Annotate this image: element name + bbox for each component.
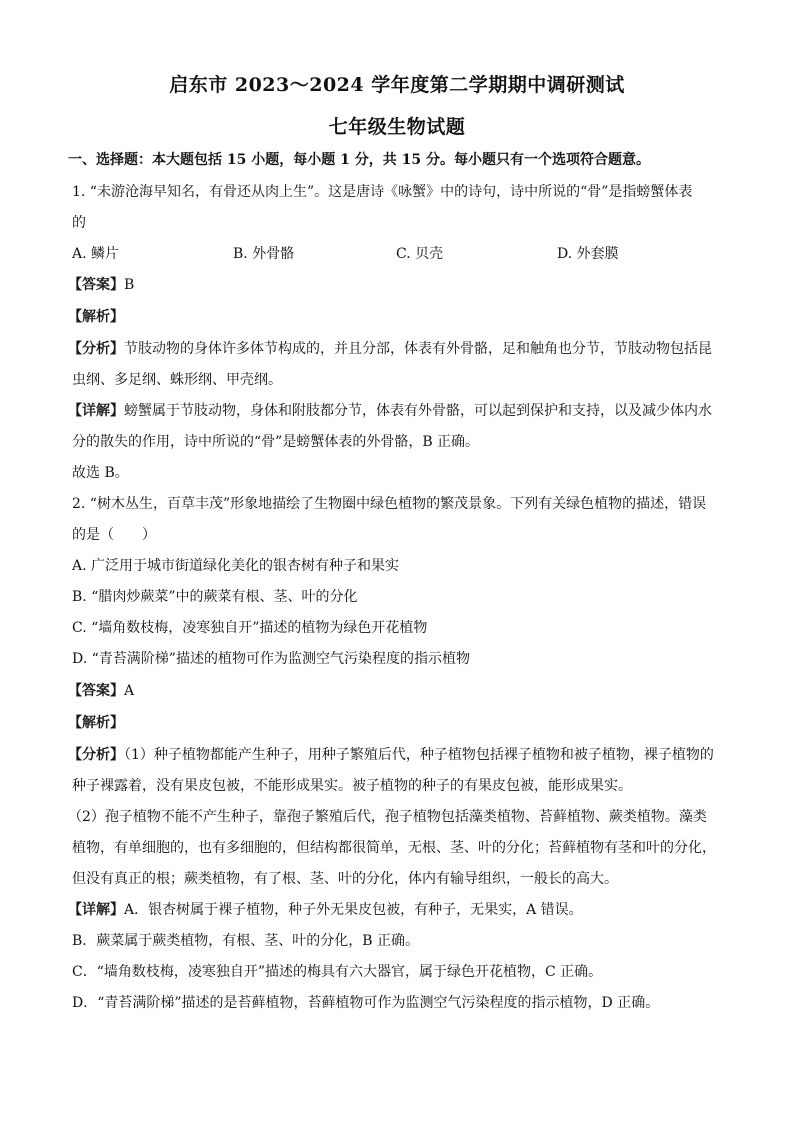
xiangjie-tag: 【详解】	[68, 403, 124, 419]
q1-fenxi-line2: 虫纲、多足纲、蛛形纲、甲壳纲。	[72, 372, 282, 388]
q1-option-d: D. 外套膜	[557, 246, 619, 262]
section-heading: 一、选择题：本大题包括 15 小题，每小题 1 分，共 15 分。每小题只有一个选项符合题意。	[68, 152, 650, 168]
q1-stem-line2: 的	[72, 215, 86, 231]
q2-stem-line1: 2. “树木丛生，百草丰茂”形象地描绘了生物圈中绿色植物的繁茂景象。下列有关绿色植物的描述，错误	[72, 496, 707, 512]
q2-fenxi-line5: 但没有真正的根；蕨类植物，有了根、茎、叶的分化，体内有输导组织，一般长的高大。	[72, 871, 618, 887]
xiangjie-text: A．银杏树属于裸子植物，种子外无果皮包被，有种子，无果实，A 错误。	[124, 902, 583, 918]
q2-xiangjie-line1	[68, 900, 734, 920]
q1-xiangjie-line2: 分的散失的作用，诗中所说的“骨”是螃蟹体表的外骨骼，B 正确。	[72, 434, 480, 450]
q1-fenxi-line1	[68, 339, 734, 359]
q2-xiangjie-line3: C．“墙角数枝梅，凌寒独自开”描述的梅具有六大器官，属于绿色开花植物，C 正确。	[72, 964, 603, 980]
q1-option-c: C. 贝壳	[396, 246, 444, 262]
fenxi-tag: 【分析】	[68, 747, 124, 763]
q2-option-b: B. “腊肉炒蕨菜”中的蕨菜有根、茎、叶的分化	[72, 589, 358, 605]
q1-option-a: A. 鳞片	[72, 246, 120, 262]
answer-value: A	[124, 683, 135, 699]
fenxi-text: （1）种子植物都能产生种子，用种子繁殖后代，种子植物包括裸子植物和被子植物，裸子植物的	[124, 747, 714, 763]
xiangjie-tag: 【详解】	[68, 902, 124, 918]
q2-fenxi-line2: 种子裸露着，没有果皮包被，不能形成果实。被子植物的种子的有果皮包被，能形成果实。	[72, 778, 632, 794]
q2-xiangjie-line2: B．蕨菜属于蕨类植物，有根、茎、叶的分化，B 正确。	[72, 933, 420, 949]
page-subtitle: 七年级生物试题	[328, 116, 466, 138]
q1-analysis-tag: 【解析】	[68, 309, 124, 325]
answer-value: B	[124, 277, 135, 293]
q2-option-c: C. “墙角数枝梅，凌寒独自开”描述的植物为绿色开花植物	[72, 620, 428, 636]
q2-answer	[68, 681, 734, 701]
fenxi-text: 节肢动物的身体许多体节构成的，并且分部，体表有外骨骼，足和触角也分节，节肢动物包括昆	[124, 341, 712, 357]
q1-xiangjie-line1	[68, 401, 734, 421]
xiangjie-text: 螃蟹属于节肢动物，身体和附肢都分节，体表有外骨骼，可以起到保护和支持，以及减少体内水	[124, 403, 712, 419]
q2-fenxi-line4: 植物，有单细胞的，也有多细胞的，但结构都很简单，无根、茎、叶的分化；苔藓植物有茎和叶的分化，	[72, 840, 716, 856]
q2-fenxi-line3: （2）孢子植物不能不产生种子，靠孢子繁殖后代，孢子植物包括藻类植物、苔藓植物、蕨类植物。藻类	[68, 809, 707, 825]
q2-stem-line2: 的是（ ）	[72, 527, 156, 543]
q1-option-b: B. 外骨骼	[233, 246, 295, 262]
q2-fenxi-line1	[68, 745, 734, 765]
fenxi-tag: 【分析】	[68, 341, 124, 357]
q2-option-d: D. “青苔满阶梯”描述的植物可作为监测空气污染程度的指示植物	[72, 651, 470, 667]
q2-analysis-tag: 【解析】	[68, 715, 124, 731]
page-title: 启东市 2023～2024 学年度第二学期期中调研测试	[169, 74, 625, 96]
q1-stem-line1: 1. “未游沧海早知名，有骨还从肉上生”。这是唐诗《咏蟹》中的诗句，诗中所说的“骨”是指螃蟹体表	[72, 184, 693, 200]
answer-tag: 【答案】	[68, 683, 124, 699]
q2-option-a: A. 广泛用于城市街道绿化美化的银杏树有种子和果实	[72, 558, 400, 574]
q2-xiangjie-line4: D．“青苔满阶梯”描述的是苔藓植物，苔藓植物可作为监测空气污染程度的指示植物，D 正确。	[72, 995, 660, 1011]
q1-answer	[68, 275, 734, 295]
q1-conclusion: 故选 B。	[72, 465, 129, 481]
answer-tag: 【答案】	[68, 277, 124, 293]
